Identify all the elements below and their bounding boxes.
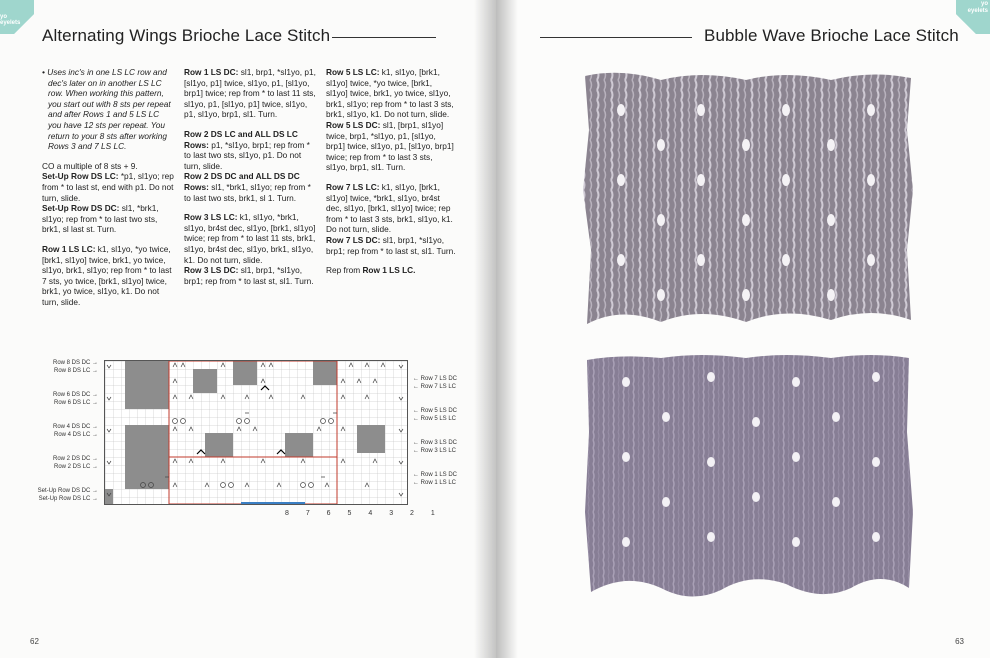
chart-row-label: Row 2 DS LC →: [53, 464, 98, 470]
chart-row-label: ← Row 1 LS LC: [413, 480, 457, 486]
tab-label-line2: eyelets: [967, 8, 988, 14]
instructions-column-1: [42, 67, 174, 316]
repeat-instruction: Rep from Row 1 LS LC.: [326, 265, 416, 276]
gutter-shadow: [496, 0, 518, 658]
instructions-column-3: [326, 67, 456, 285]
swatch-bottom-fabric: [585, 355, 913, 597]
row-1-ls-lc: Row 1 LS LC: k1, sl1yo, *yo twice, [brk1, sl1yo] twice, brk1, yo twice, sl1yo, brk1, sl1yo; rep from * to last 7 sts, yo twice, [brk1, sl1yo] twice, brk1, yo twice, sl1yo, k1. Do not turn, slide.: [42, 243, 172, 307]
chart-row-label: ← Row 1 LS DC: [413, 472, 458, 478]
swatch-photo-top: [581, 70, 915, 332]
tab-label-line2: eyelets: [0, 20, 21, 26]
title-rule: [332, 37, 436, 38]
chart-row-label: Row 6 DS LC →: [53, 400, 98, 406]
cast-on: CO a multiple of 8 sts + 9. Set-Up Row DS LC: *p1, sl1yo; rep from * to last st, end with p1. Do not turn, slide. Set-Up Row DS DC: sl1, *brk1, sl1yo; rep from * to last two sts, brk1, sl last st. Turn.: [42, 160, 174, 235]
row-3-ls: Row 3 LS LC: k1, sl1yo, *brk1, sl1yo, br4st dec, sl1yo, [brk1, sl1yo] twice; rep from * to last 11 sts, brk1, sl1yo, br4st dec, sl1yo, brk1, sl1yo, k1. Do not turn, slide. Row 3 LS DC: sl1, brp1, *sl1yo, brp1; rep from * to last st, sl1. Turn.: [184, 212, 316, 286]
chart-row-label: Row 2 DS DC →: [52, 456, 98, 462]
row-7-ls: Row 7 LS LC: k1, sl1yo, [brk1, sl1yo] twice, *brk1, sl1yo, br4st dec, sl1yo, [brk1, sl1yo] twice; rep from * to last 3 sts, brk1, sl1yo, k1. Do not turn, slide. Row 7 LS DC: sl1, brp1, *sl1yo, brp1; rep from * to last st, sl1. Turn.: [326, 181, 456, 256]
swatch-top-fabric: [583, 73, 913, 324]
gutter-shadow: [474, 0, 496, 658]
chart-row-label: ← Row 3 LS DC: [413, 440, 458, 446]
right-page: [496, 0, 990, 658]
page-title: Bubble Wave Brioche Lace Stitch: [704, 26, 959, 45]
chart-grid: [104, 360, 408, 505]
chart-row-label: ← Row 5 LS DC: [413, 408, 458, 414]
page-number: 62: [30, 637, 39, 646]
tab-label-line1: yo: [980, 1, 988, 7]
chart-row-label: Row 4 DS LC →: [53, 432, 98, 438]
chart-row-label: Row 6 DS DC →: [52, 392, 98, 398]
stitch-chart: [0, 360, 496, 520]
title-rule: [540, 37, 692, 38]
chart-row-label: Row 8 DS LC →: [53, 368, 98, 374]
pattern-note: • Uses inc's in one LS LC row and dec's later on in another LS LC row. When working this pattern, you start out with 8 sts per repeat and after Rows 1 and 5 LS LC you have 12 sts per repeat. You return to your 8 sts after working Rows 3 and 7 LS LC.: [42, 67, 171, 152]
swatch-photo-bottom: [581, 352, 915, 610]
chart-row-label: ← Row 7 LS DC: [413, 376, 458, 382]
chart-row-label: Set-Up Row DS LC →: [38, 496, 98, 502]
row-2-ds: Row 2 DS LC and ALL DS LC Rows: p1, *sl1yo, brp1; rep from * to last two sts, sl1yo, p1. Do not turn, slide. Row 2 DS DC and ALL DS DC Rows: sl1, *brk1, sl1yo; rep from * to last two sts, brk1, sl 1. Turn.: [184, 128, 311, 203]
chart-row-label: Set-Up Row DS DC →: [37, 488, 98, 494]
instructions-column-2: [184, 67, 317, 295]
row-1-ls-dc: Row 1 LS DC: sl1, brp1, *sl1yo, p1, [sl1yo, p1] twice, sl1yo, p1, [sl1yo, brp1] twice; rep from * to last 11 sts, sl1yo, p1, [sl1yo, p1] twice, sl1yo, p1, sl1yo, brp1, sl1. Turn.: [184, 67, 316, 120]
chart-row-label: ← Row 7 LS LC: [413, 384, 457, 390]
chart-row-label: ← Row 3 LS LC: [413, 448, 457, 454]
tab-label-line1: yo: [0, 14, 8, 20]
chart-row-label: ← Row 5 LS LC: [413, 416, 457, 422]
chart-row-label: Row 4 DS DC →: [52, 424, 98, 430]
section-tab-right: [956, 0, 990, 34]
stitch-numbers: 8 7 6 5 4 3 2 1: [285, 510, 443, 517]
row-5-ls: Row 5 LS LC: k1, sl1yo, [brk1, sl1yo] twice, *yo twice, [brk1, sl1yo] twice, brk1, yo twice, sl1yo, brk1, sl1yo; rep from * to last 3 sts, brk1, sl1yo, k1. Do not turn, slide. Row 5 LS DC: sl1, [brp1, sl1yo] twice, brp1, *sl1yo, p1, [sl1yo, brp1] twice, sl1yo, p1, [sl1yo, brp1] twice; rep from * to last 3 sts, sl1yo, brp1, sl1. Turn.: [326, 67, 454, 173]
chart-row-label: Row 8 DS DC →: [52, 360, 98, 366]
page-number: 63: [955, 637, 964, 646]
section-tab-left: [0, 0, 34, 34]
page-title: Alternating Wings Brioche Lace Stitch: [42, 26, 331, 45]
chart-grid-lines: [105, 361, 407, 504]
